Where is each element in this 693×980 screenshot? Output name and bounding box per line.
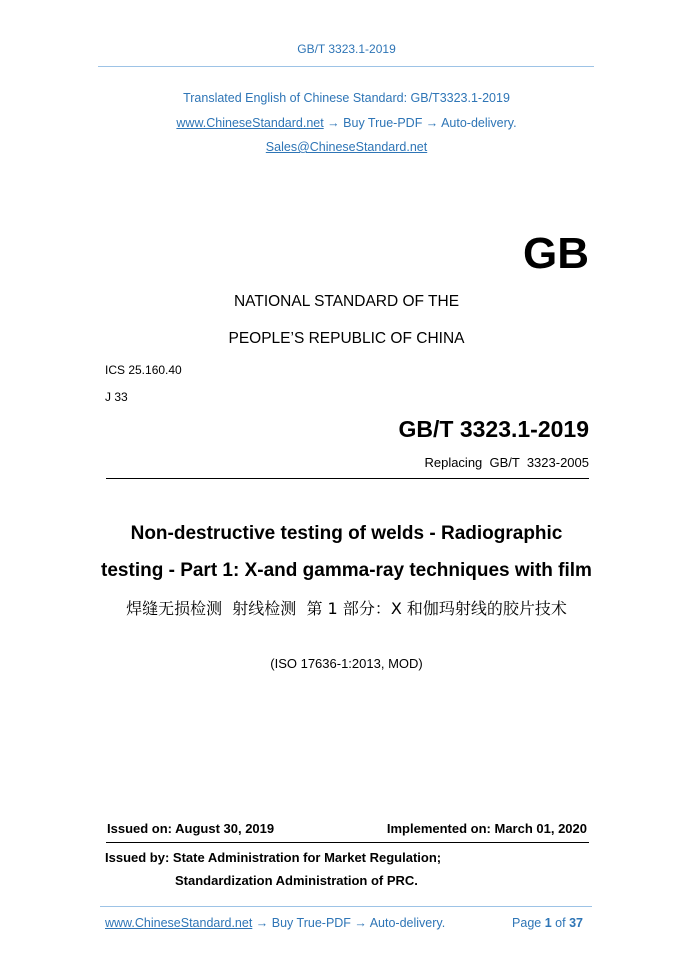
page-of: of: [555, 916, 566, 930]
issued-by-line1: Issued by: State Administration for Market Regulation;: [105, 850, 442, 865]
title-rule: [106, 478, 589, 479]
dates-rule: [106, 842, 589, 843]
iso-reference: (ISO 17636-1:2013, MOD): [270, 656, 423, 671]
title-line2: testing - Part 1: X-and gamma-ray techniques with film: [101, 560, 592, 581]
sales-email-link[interactable]: Sales@ChineseStandard.net: [265, 140, 428, 154]
page-total: 37: [569, 916, 583, 930]
translation-notice: Translated English of Chinese Standard: GB/T3323.1-2019: [183, 91, 510, 105]
footer-buy-text: → Buy True-PDF → Auto-delivery.: [252, 916, 446, 930]
buy-text: → Buy True-PDF → Auto-delivery.: [323, 116, 517, 130]
replacing-note: Replacing GB/T 3323-2005: [424, 455, 589, 470]
issued-date: Issued on: August 30, 2019: [107, 821, 275, 836]
standard-number: GB/T 3323.1-2019: [398, 416, 589, 442]
header-doc-code: GB/T 3323.1-2019: [297, 42, 396, 56]
footer-rule: [100, 906, 592, 907]
issued-by-line2: Standardization Administration of PRC.: [175, 873, 418, 888]
sales-line: [0, 140, 693, 154]
national-standard-line1: NATIONAL STANDARD OF THE: [233, 293, 460, 310]
page-current: 1: [544, 916, 552, 930]
site-link[interactable]: www.ChineseStandard.net: [176, 116, 324, 130]
footer-purchase-line: [105, 916, 445, 930]
purchase-line: [0, 116, 693, 130]
page-indicator: [512, 916, 583, 930]
header-rule: [98, 66, 594, 67]
page-label: Page: [512, 916, 542, 930]
national-standard-line2: PEOPLE’S REPUBLIC OF CHINA: [228, 330, 465, 347]
title-chinese: 焊缝无损检测 射线检测 第 1 部分：X 和伽玛射线的胶片技术: [126, 599, 567, 618]
ics-code: ICS 25.160.40: [105, 363, 182, 377]
gb-mark: GB: [523, 229, 589, 278]
ccs-code: J 33: [105, 390, 128, 404]
title-line1: Non-destructive testing of welds - Radiographic: [130, 523, 563, 544]
implemented-date: Implemented on: March 01, 2020: [386, 821, 587, 836]
footer-site-link[interactable]: www.ChineseStandard.net: [105, 916, 253, 930]
